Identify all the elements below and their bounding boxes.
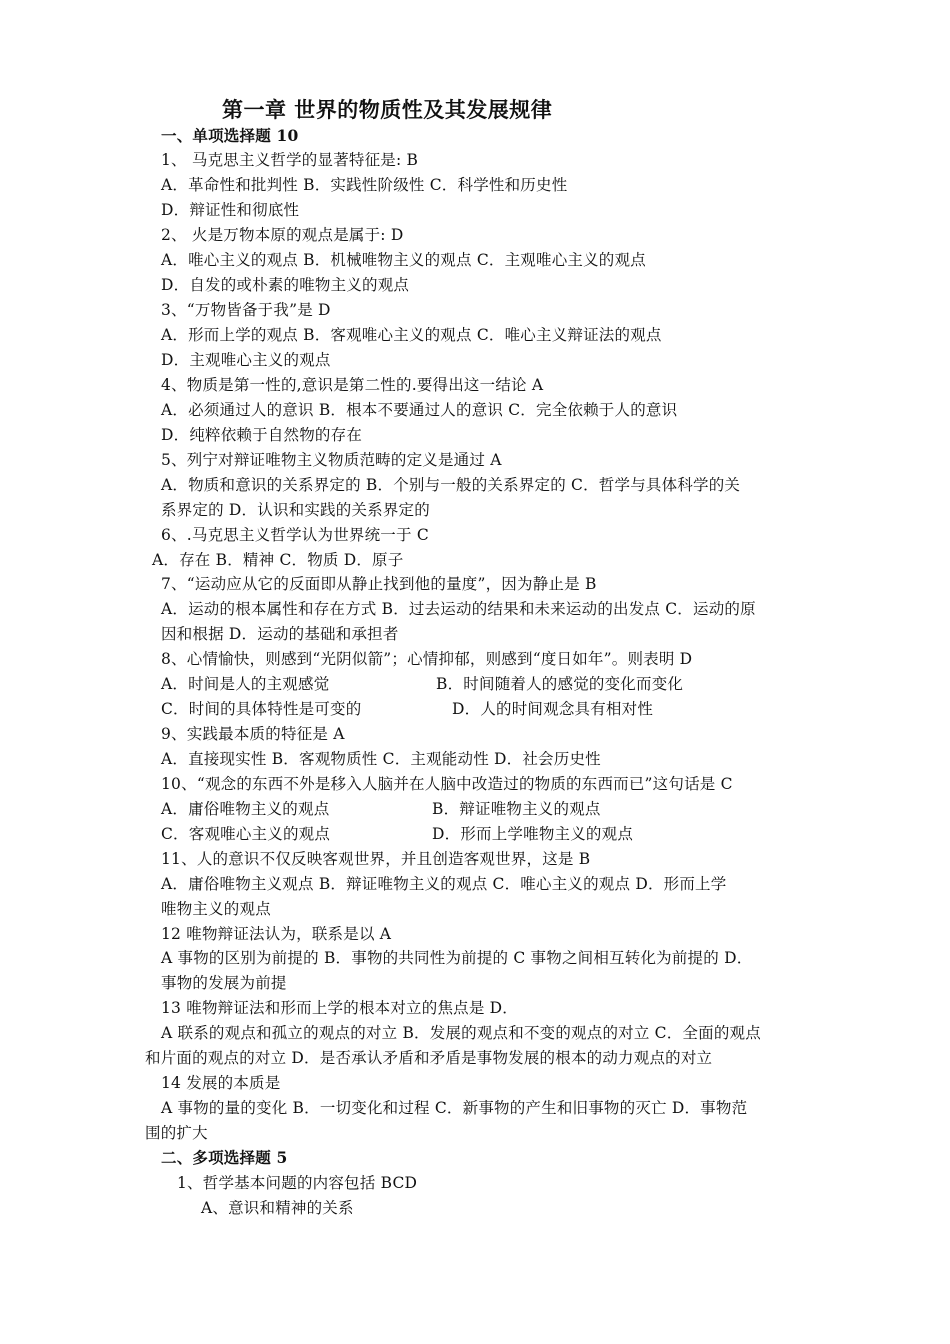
question-12-options-line-2: 事物的发展为前提	[161, 974, 287, 992]
question-4-options-line-2: D．纯粹依赖于自然物的存在	[161, 426, 363, 444]
question-1: 1、 马克思主义哲学的显著特征是: B	[161, 151, 419, 169]
multi-question-1-option-a: A、意识和精神的关系	[201, 1199, 354, 1217]
question-5-options-line-2: 系界定的 D．认识和实践的关系界定的	[161, 501, 430, 519]
question-10-option-d: D．形而上学唯物主义的观点	[432, 825, 634, 843]
question-10-option-a: A．庸俗唯物主义的观点	[161, 800, 330, 818]
question-8-option-c: C．时间的具体特性是可变的	[161, 700, 362, 718]
question-8: 8、心情愉快，则感到“光阴似箭”；心情抑郁，则感到“度日如年”。则表明 D	[161, 650, 693, 668]
section-heading-multiple-choice: 二、多项选择题 5	[161, 1148, 288, 1167]
question-11: 11、人的意识不仅反映客观世界，并且创造客观世界，这是 B	[161, 850, 591, 868]
question-1-options-line-2: D．辩证性和彻底性	[161, 201, 300, 219]
question-9-options: A．直接现实性 B．客观物质性 C．主观能动性 D．社会历史性	[161, 750, 601, 768]
question-9: 9、实践最本质的特征是 A	[161, 725, 345, 743]
question-8-option-a: A．时间是人的主观感觉	[161, 675, 330, 693]
question-2: 2、 火是万物本原的观点是属于: D	[161, 226, 404, 244]
question-5: 5、列宁对辩证唯物主义物质范畴的定义是通过 A	[161, 451, 502, 469]
question-1-options-line-1: A．革命性和批判性 B．实践性阶级性 C．科学性和历史性	[161, 176, 568, 194]
question-7-options-line-2: 因和根据 D．运动的基础和承担者	[161, 625, 399, 643]
question-7-options-line-1: A．运动的根本属性和存在方式 B．过去运动的结果和未来运动的出发点 C．运动的原	[161, 600, 756, 618]
multi-question-1: 1、哲学基本问题的内容包括 BCD	[177, 1174, 418, 1192]
document-title: 第一章 世界的物质性及其发展规律	[222, 97, 553, 122]
question-10-option-b: B．辩证唯物主义的观点	[432, 800, 601, 818]
question-13-options-line-2: 和片面的观点的对立 D．是否承认矛盾和矛盾是事物发展的根本的动力观点的对立	[145, 1049, 713, 1067]
question-11-options-line-2: 唯物主义的观点	[161, 900, 271, 918]
question-3-options-line-2: D．主观唯心主义的观点	[161, 351, 331, 369]
question-3-options-line-1: A．形而上学的观点 B．客观唯心主义的观点 C．唯心主义辩证法的观点	[161, 326, 662, 344]
question-13-options-line-1: A 联系的观点和孤立的观点的对立 B．发展的观点和不变的观点的对立 C．全面的观点	[161, 1024, 761, 1042]
question-13: 13 唯物辩证法和形而上学的根本对立的焦点是 D．	[161, 999, 519, 1017]
question-4: 4、物质是第一性的,意识是第二性的.要得出这一结论 A	[161, 376, 544, 394]
question-14: 14 发展的本质是	[161, 1074, 281, 1092]
question-14-options-line-1: A 事物的量的变化 B．一切变化和过程 C．新事物的产生和旧事物的灭亡 D．事物范	[161, 1099, 748, 1117]
question-8-option-b: B．时间随着人的感觉的变化而变化	[436, 675, 684, 693]
question-12: 12 唯物辩证法认为，联系是以 A	[161, 925, 392, 943]
question-7: 7、“运动应从它的反面即从静止找到他的量度”，因为静止是 B	[161, 575, 597, 593]
question-10-option-c: C．客观唯心主义的观点	[161, 825, 331, 843]
question-4-options-line-1: A．必须通过人的意识 B．根本不要通过人的意识 C．完全依赖于人的意识	[161, 401, 678, 419]
question-12-options-line-1: A 事物的区别为前提的 B．事物的共同性为前提的 C 事物之间相互转化为前提的 D．	[161, 949, 753, 967]
question-8-option-d: D．人的时间观念具有相对性	[452, 700, 654, 718]
section-heading-single-choice: 一、单项选择题 10	[161, 126, 299, 145]
question-5-options-line-1: A．物质和意识的关系界定的 B．个别与一般的关系界定的 C．哲学与具体科学的关	[161, 476, 741, 494]
question-6: 6、.马克思主义哲学认为世界统一于 C	[161, 526, 429, 544]
question-2-options-line-2: D．自发的或朴素的唯物主义的观点	[161, 276, 410, 294]
question-6-options: A．存在 B．精神 C．物质 D．原子	[152, 551, 404, 569]
question-2-options-line-1: A．唯心主义的观点 B．机械唯物主义的观点 C．主观唯心主义的观点	[161, 251, 646, 269]
question-3: 3、“万物皆备于我”是 D	[161, 301, 331, 319]
question-14-options-line-2: 围的扩大	[145, 1124, 208, 1142]
question-10: 10、“观念的东西不外是移入人脑并在人脑中改造过的物质的东西而已”这句话是 C	[161, 775, 733, 793]
question-11-options-line-1: A．庸俗唯物主义观点 B．辩证唯物主义的观点 C．唯心主义的观点 D．形而上学	[161, 875, 727, 893]
